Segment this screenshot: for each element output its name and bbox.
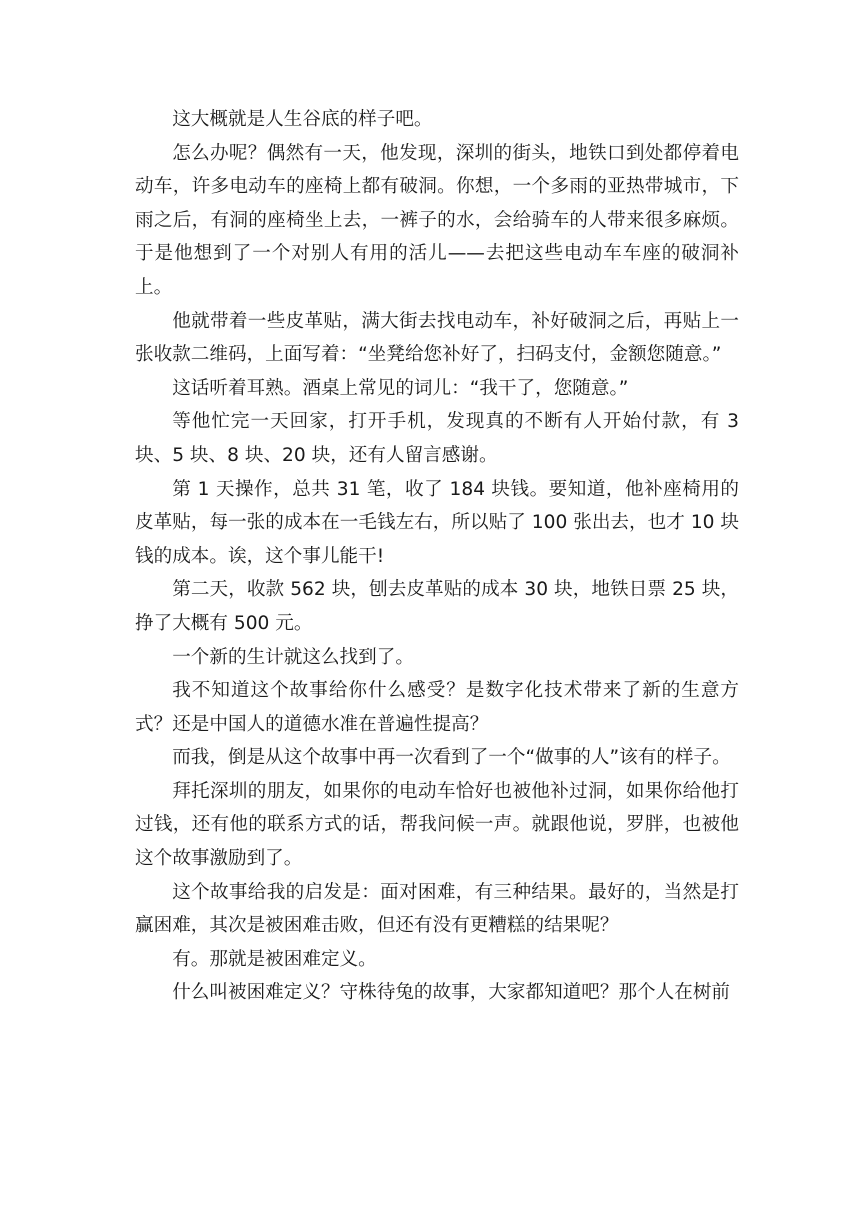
paragraph: 这个故事给我的启发是：面对困难，有三种结果。最好的，当然是打赢困难，其次是被困难击败，但还有没有更糟糕的结果呢？ (135, 881, 739, 937)
paragraph: 我不知道这个故事给你什么感受？是数字化技术带来了新的生意方式？还是中国人的道德水准在普遍性提高？ (135, 680, 739, 735)
paragraph: 拜托深圳的朋友，如果你的电动车恰好也被他补过洞，如果你给他打过钱，还有他的联系方式的话，帮我问候一声。就跟他说，罗胖，也被他这个故事激励到了。 (135, 780, 739, 870)
paragraph: 什么叫被困难定义？守株待兔的故事，大家都知道吧？那个人在树前 (172, 982, 731, 1004)
paragraph: 这大概就是人生谷底的样子吧。 (172, 109, 433, 130)
paragraph: 一个新的生计就这么找到了。 (172, 646, 414, 668)
paragraph: 第二天，收款 562 块，刨去皮革贴的成本 30 块，地铁日票 25 块，挣了大概有 500 元。 (135, 579, 739, 634)
paragraph: 等他忙完一天回家，打开手机，发现真的不断有人开始付款，有 3 块、5 块、8 块、20 块，还有人留言感谢。 (135, 411, 739, 466)
document-body (135, 103, 739, 1010)
paragraph: 怎么办呢？偶然有一天，他发现，深圳的街头，地铁口到处都停着电动车，许多电动车的座椅上都有破洞。你想，一个多雨的亚热带城市，下雨之后，有洞的座椅坐上去，一裤子的水，会给骑车的人带来很多麻烦。于是他想到了一个对别人有用的活儿——去把这些电动车车座的破洞补上。 (135, 142, 739, 298)
paragraph: 第 1 天操作，总共 31 笔，收了 184 块钱。要知道，他补座椅用的皮革贴，每一张的成本在一毛钱左右，所以贴了 100 张出去，也才 10 块钱的成本。诶，这个事儿能干! (135, 478, 739, 567)
paragraph: 而我，倒是从这个故事中再一次看到了一个“做事的人”该有的样子。 (172, 747, 731, 769)
paragraph: 他就带着一些皮革贴，满大街去找电动车，补好破洞之后，再贴上一张收款二维码，上面写着：“坐凳给您补好了，扫码支付，金额您随意。” (135, 310, 739, 366)
paragraph: 这话听着耳熟。酒桌上常见的词儿：“我干了，您随意。” (172, 377, 629, 399)
paragraph: 有。那就是被困难定义。 (172, 948, 377, 970)
